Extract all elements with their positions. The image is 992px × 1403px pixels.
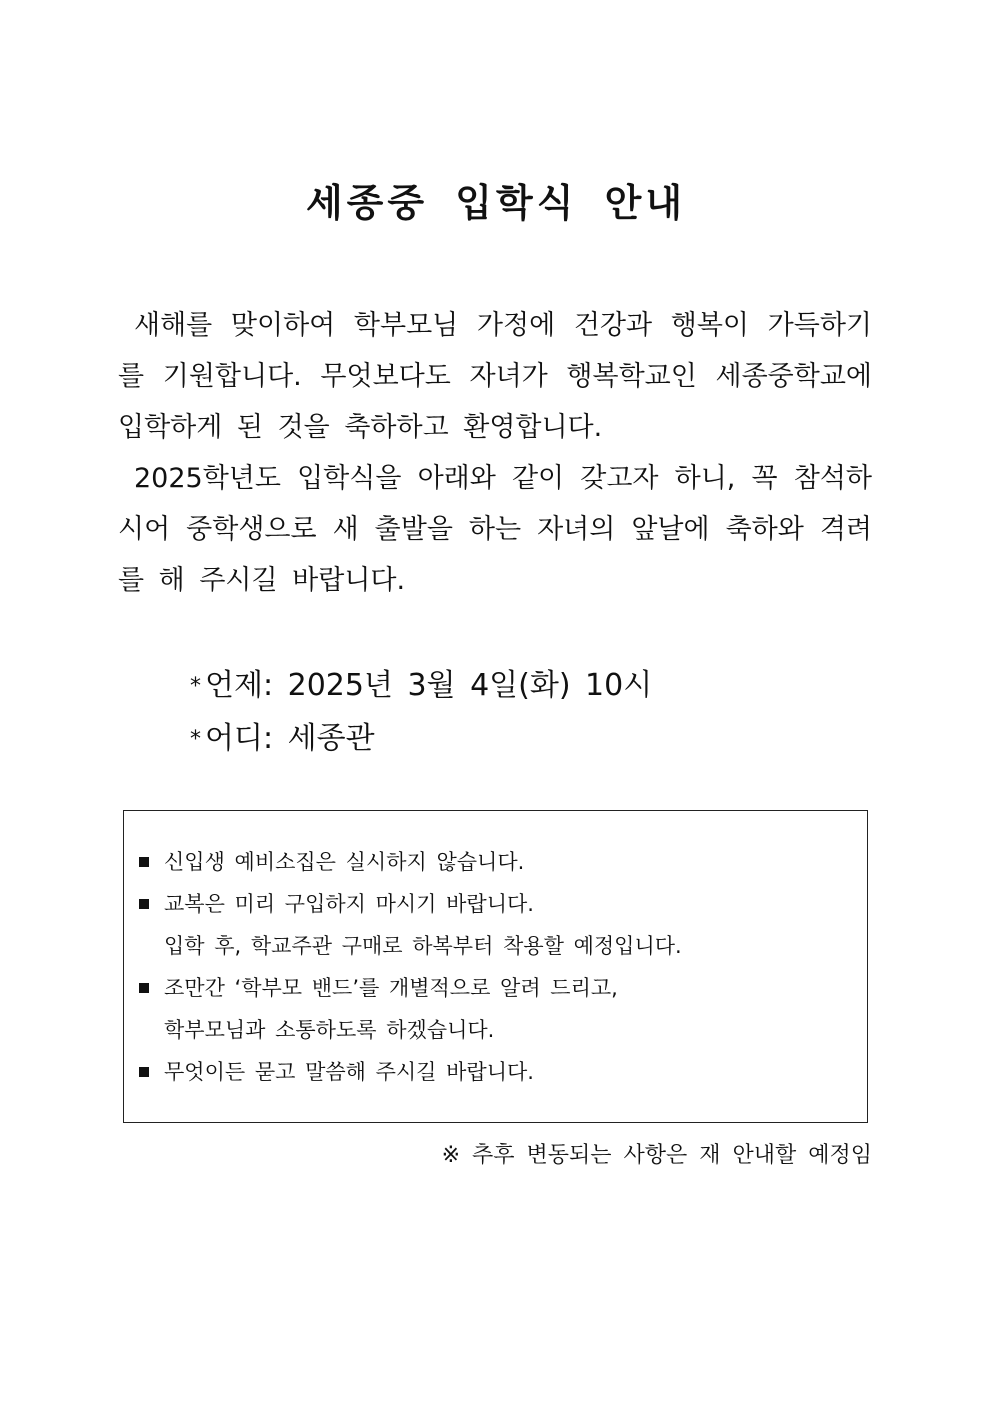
square-bullet-icon <box>139 1067 149 1077</box>
asterisk-marker: * <box>190 727 201 752</box>
event-where-row <box>190 713 652 766</box>
event-where: 어디: 세종관 <box>205 721 375 756</box>
event-when: 언제: 2025년 3월 4일(화) 10시 <box>205 668 653 703</box>
notice-line: 신입생 예비소집은 실시하지 않습니다. <box>164 850 525 874</box>
notice-item <box>138 841 858 883</box>
invitation-paragraph: 2025학년도 입학식을 아래와 같이 갖고자 하니, 꼭 참석하시어 중학생으로 새 출발을 하는 자녀의 앞날에 축하와 격려를 해 주시길 바랍니다. <box>118 463 872 596</box>
footnote: ※ 추후 변동되는 사항은 재 안내할 예정임 <box>441 1143 872 1168</box>
asterisk-marker: * <box>190 674 201 699</box>
square-bullet-icon <box>139 983 149 993</box>
notice-box <box>123 810 868 1123</box>
notice-line: 교복은 미리 구입하지 마시기 바랍니다. <box>164 892 534 916</box>
notice-line: 학부모님과 소통하도록 하겠습니다. <box>164 1018 495 1042</box>
notice-item <box>138 967 858 1051</box>
page-title: 세종중 입학식 안내 <box>305 181 687 225</box>
greeting-paragraph: 새해를 맞이하여 학부모님 가정에 건강과 행복이 가득하기를 기원합니다. 무엇보다도 자녀가 행복학교인 세종중학교에 입학하게 된 것을 축하하고 환영합니다. <box>118 310 872 443</box>
notice-item <box>138 1051 858 1093</box>
notice-item <box>138 883 858 967</box>
notice-line: 조만간 ‘학부모 밴드’를 개별적으로 알려 드리고, <box>164 976 618 1000</box>
square-bullet-icon <box>139 899 149 909</box>
event-info <box>190 660 652 766</box>
notice-line: 입학 후, 학교주관 구매로 하복부터 착용할 예정입니다. <box>164 934 682 958</box>
event-when-row <box>190 660 652 713</box>
square-bullet-icon <box>139 857 149 867</box>
greeting-body <box>118 300 872 606</box>
notice-line: 무엇이든 묻고 말씀해 주시길 바랍니다. <box>164 1060 534 1084</box>
notice-list <box>138 841 858 1093</box>
